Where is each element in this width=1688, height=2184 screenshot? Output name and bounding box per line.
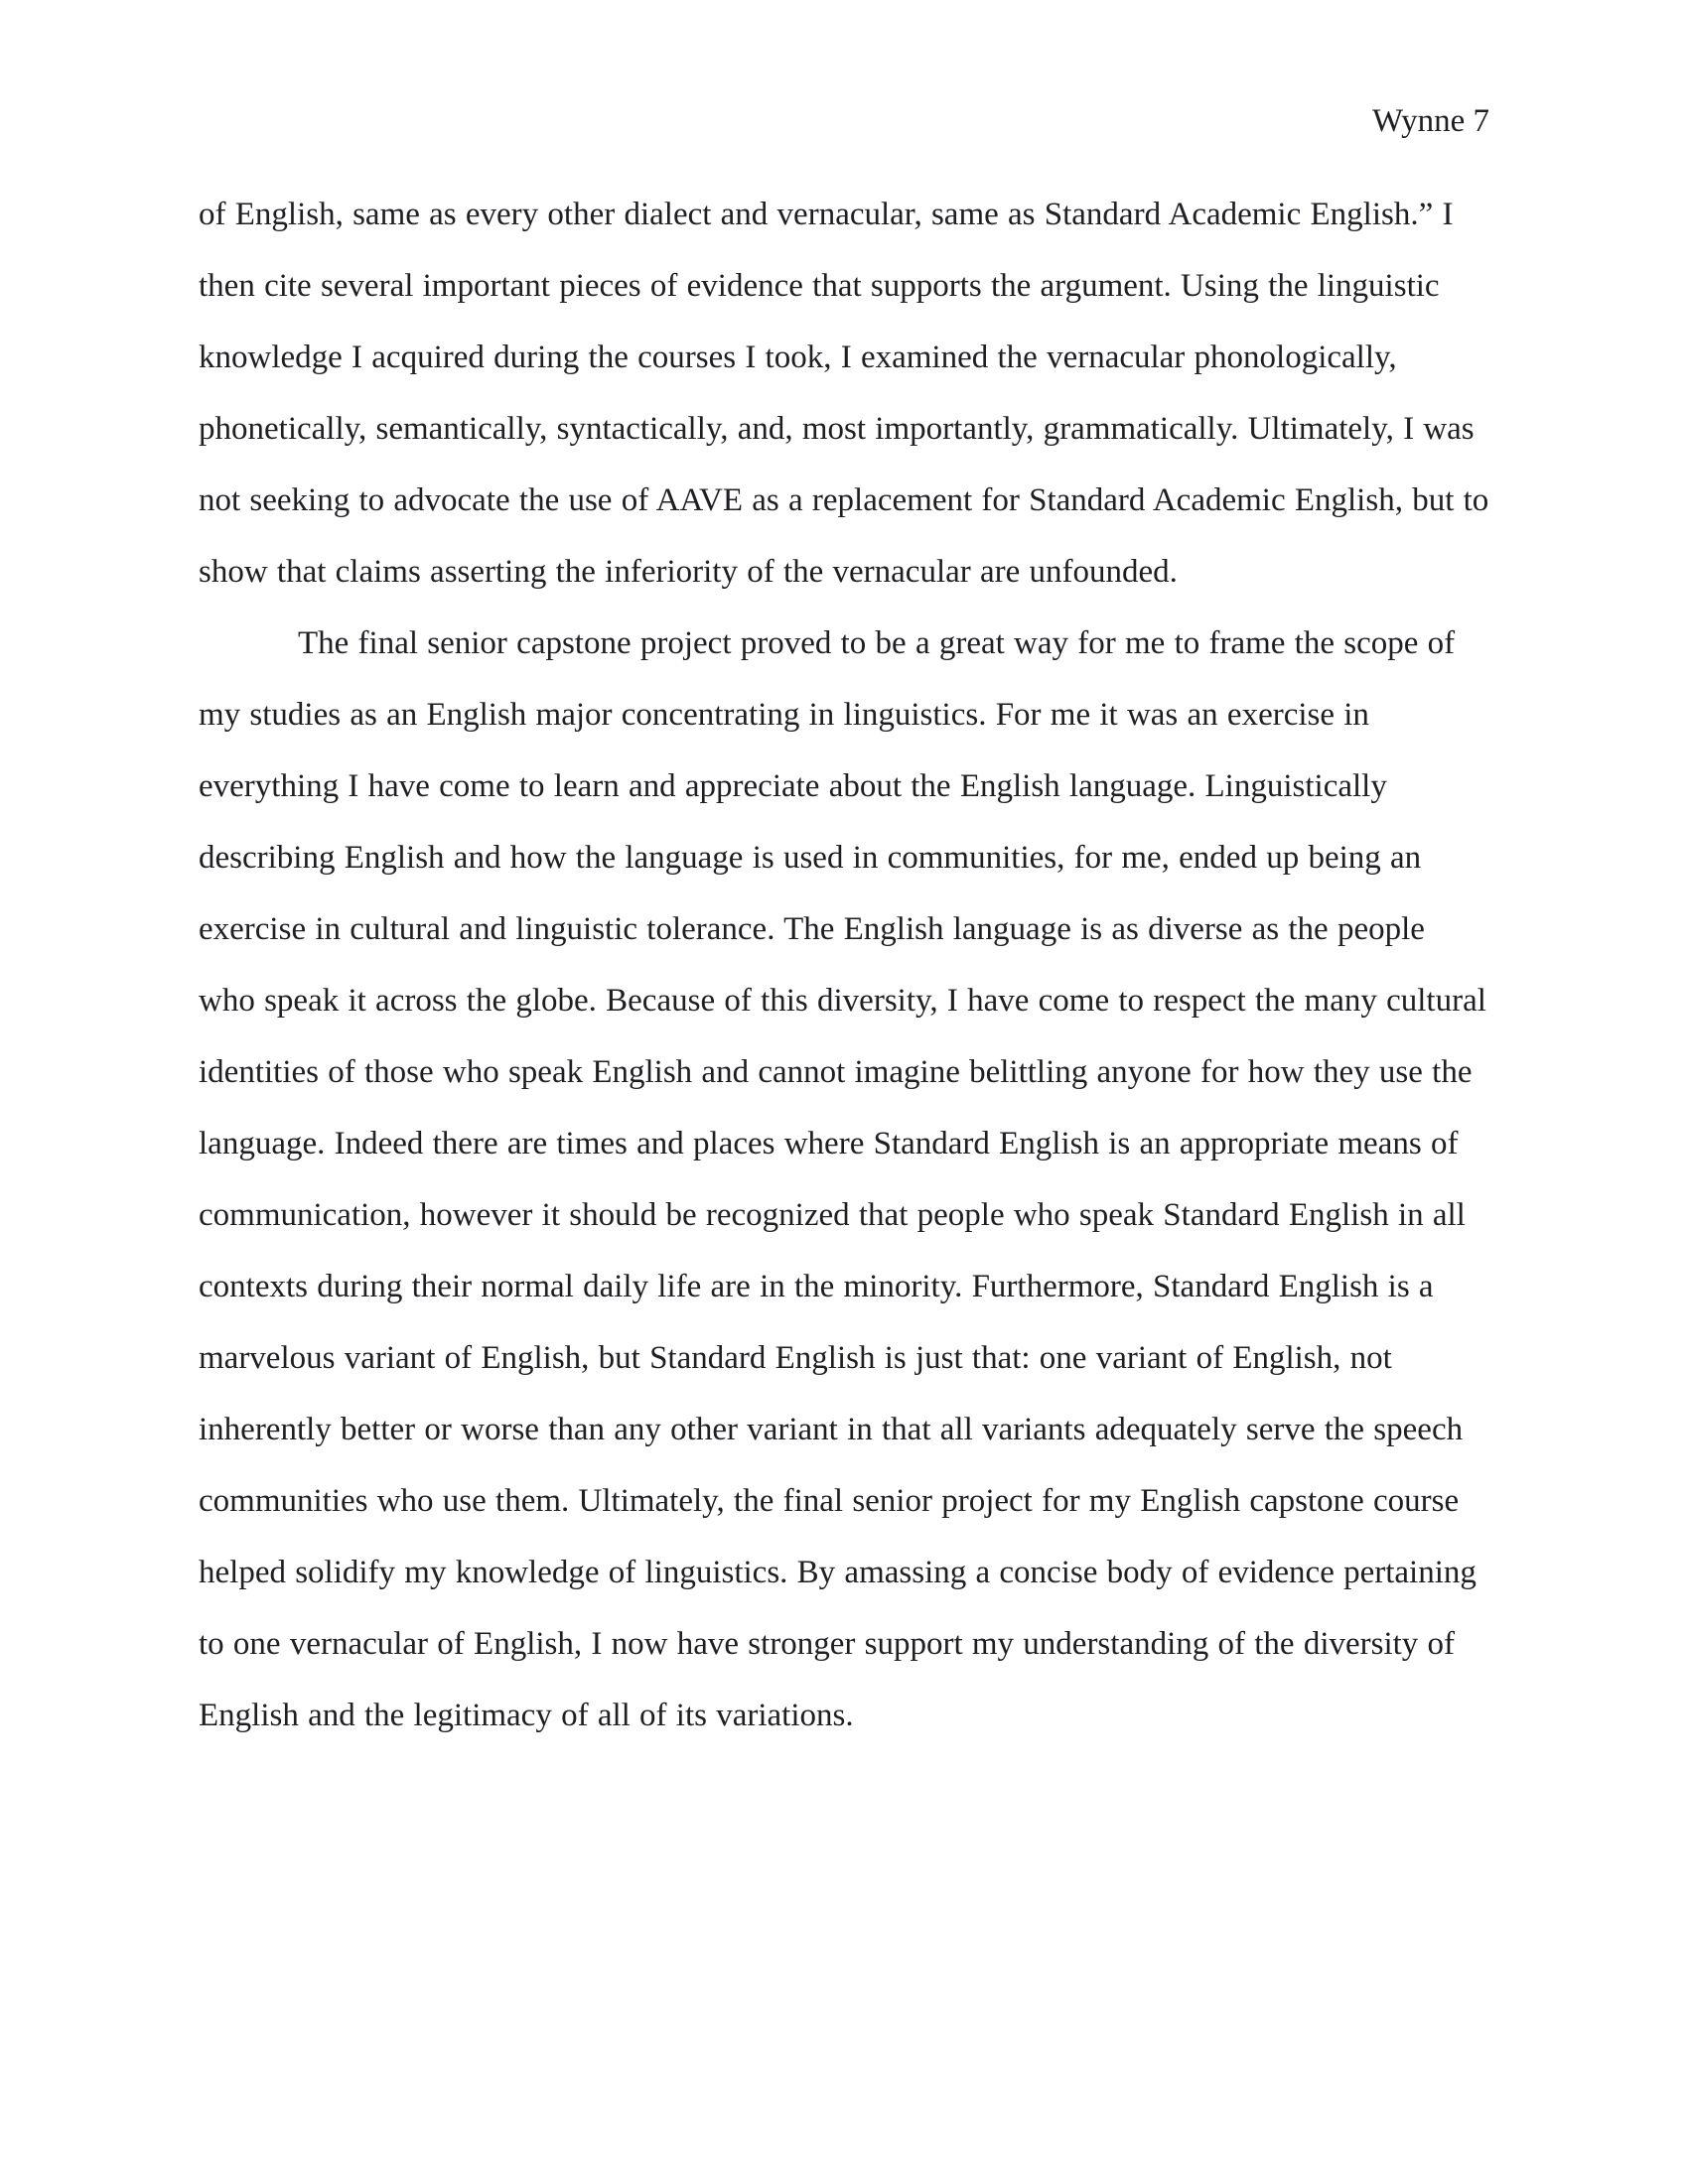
paragraph: The final senior capstone project proved to be a great way for me to frame the scope of my studies as an English major concentrating in linguistics. For me it was an exercise in everything I have come to learn and appreciate about the English language. Linguistically describing English and how the language is used in communities, for me, ended up being an exercise in cultural and linguistic tolerance. The English language is as diverse as the people who speak it across the globe. Because of this diversity, I have come to respect the many cultural identities of those who speak English and cannot imagine belittling anyone for how they use the language. Indeed there are times and places where Standard English is an appropriate means of communication, however it should be recognized that people who speak Standard English in all contexts during their normal daily life are in the minority. Furthermore, Standard English is a marvelous variant of English, but Standard English is just that: one variant of English, not inherently better or worse than any other variant in that all variants adequately serve the speech communities who use them. Ultimately, the final senior project for my English capstone course helped solidify my knowledge of linguistics. By amassing a concise body of evidence pertaining to one vernacular of English, I now have stronger support my understanding of the diversity of English and the legitimacy of all of its variations. <box>199 625 1486 1733</box>
essay-body <box>199 179 1489 1751</box>
author-page-number: Wynne 7 <box>1371 103 1489 139</box>
running-head <box>199 99 1489 143</box>
paragraph: of English, same as every other dialect and vernacular, same as Standard Academic English.” I then cite several important pieces of evidence that supports the argument. Using the linguistic knowledge I acquired during the courses I took, I examined the vernacular phonologically, phonetically, semantically, syntactically, and, most importantly, grammatically. Ultimately, I was not seeking to advocate the use of AAVE as a replacement for Standard Academic English, but to show that claims asserting the inferiority of the vernacular are unfounded. <box>199 197 1489 590</box>
